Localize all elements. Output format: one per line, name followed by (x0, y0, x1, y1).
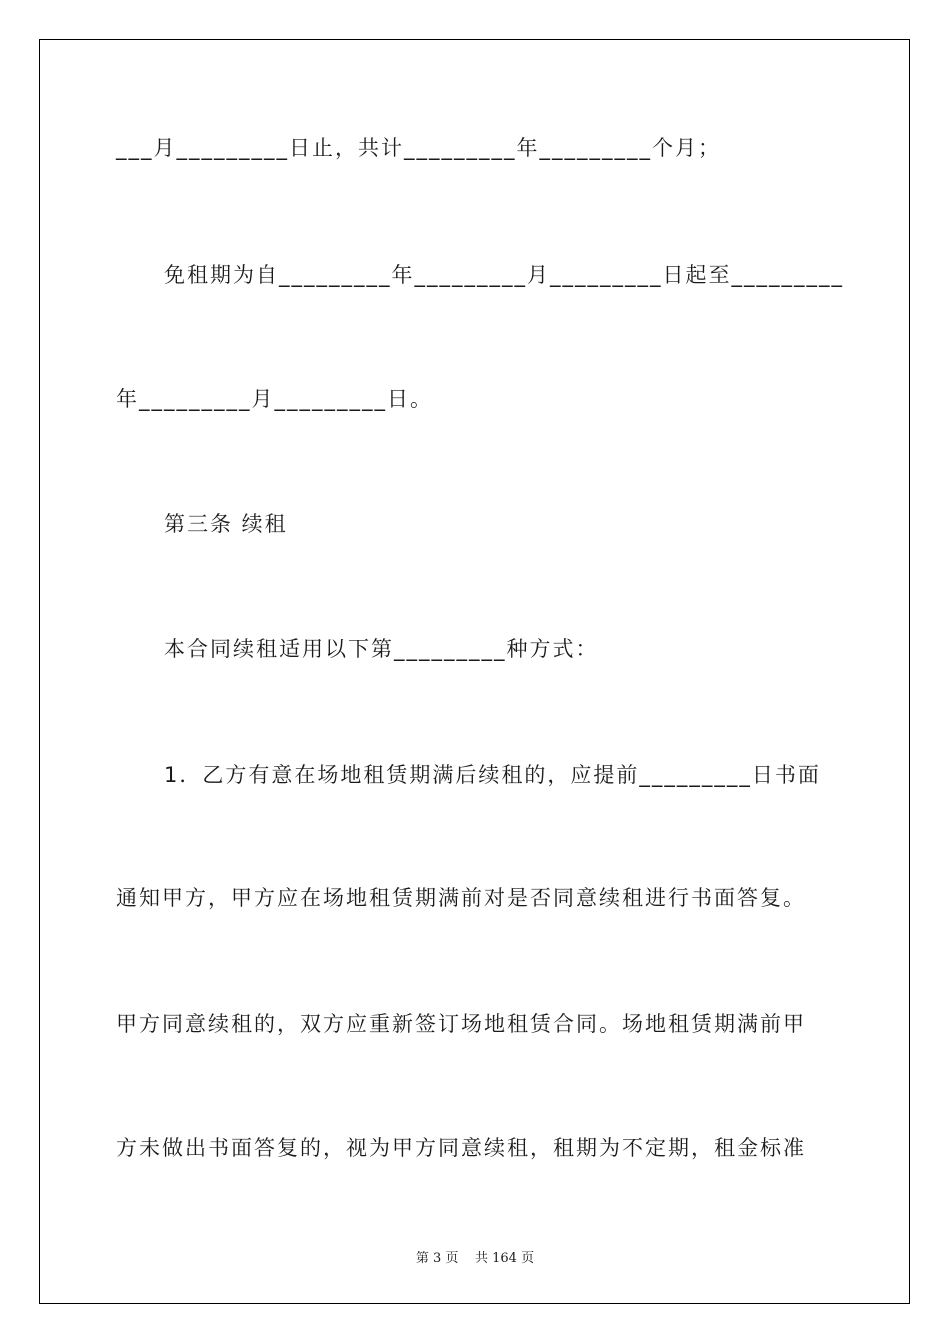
page-footer: 第 3 页 共 164 页 (415, 1251, 535, 1266)
section-heading: 第三条 续租 (164, 512, 288, 536)
text-line-6: 1．乙方有意在场地租赁期满后续租的，应提前_________日书面 (164, 763, 821, 787)
text-line-1: ___月_________日止，共计_________年_________个月； (116, 136, 721, 160)
text-line-9: 方未做出书面答复的，视为甲方同意续租，租期为不定期，租金标准 (116, 1136, 806, 1160)
text-line-7: 通知甲方，甲方应在场地租赁期满前对是否同意续租进行书面答复。 (116, 886, 806, 910)
text-line-3: 年_________月_________日。 (116, 387, 433, 411)
text-line-8: 甲方同意续租的，双方应重新签订场地租赁合同。场地租赁期满前甲 (116, 1012, 806, 1036)
text-line-5: 本合同续租适用以下第_________种方式： (164, 637, 599, 661)
text-line-2: 免租期为自_________年_________月_________日起至_________ (164, 263, 844, 287)
document-page (39, 39, 910, 1304)
